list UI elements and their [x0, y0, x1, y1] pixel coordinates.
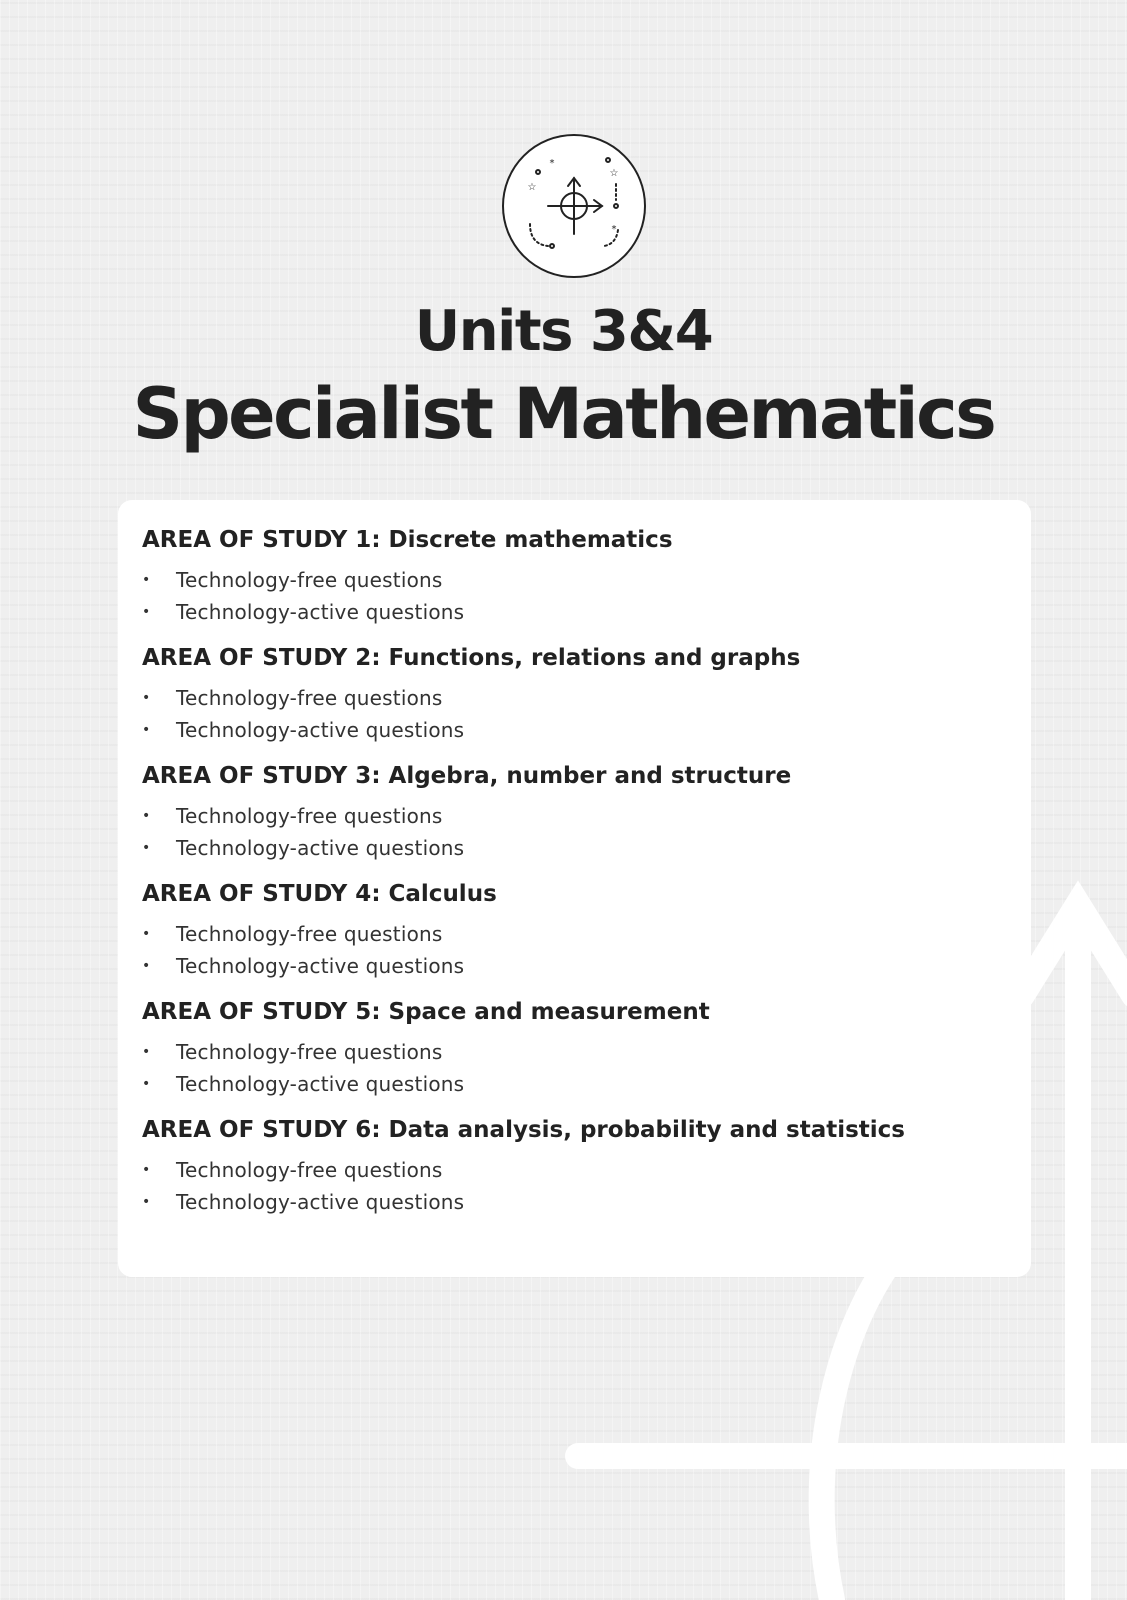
bullet-icon: •	[142, 958, 151, 974]
list-item-label: Technology-active questions	[176, 1190, 465, 1214]
list-item	[142, 1068, 1007, 1100]
bullet-icon: •	[142, 1044, 151, 1060]
bullet-icon: •	[142, 1194, 151, 1210]
area-heading: AREA OF STUDY 5: Space and measurement	[142, 999, 710, 1025]
area-of-study-1	[142, 520, 1007, 628]
bullet-icon: •	[142, 722, 151, 738]
list-item	[142, 832, 1007, 864]
areas-of-study-card	[118, 500, 1031, 1277]
list-item-label: Technology-active questions	[176, 954, 465, 978]
list-item-label: Technology-free questions	[176, 686, 443, 710]
area-heading: AREA OF STUDY 6: Data analysis, probability and statistics	[142, 1117, 905, 1143]
bullet-icon: •	[142, 1162, 151, 1178]
area-of-study-6	[142, 1110, 1007, 1218]
area-heading: AREA OF STUDY 2: Functions, relations and graphs	[142, 645, 801, 671]
list-item	[142, 682, 1007, 714]
subject-title: Specialist Mathematics	[132, 373, 995, 455]
area-of-study-2	[142, 638, 1007, 746]
bullet-icon: •	[142, 572, 151, 588]
bullet-icon: •	[142, 808, 151, 824]
list-item-label: Technology-free questions	[176, 922, 443, 946]
area-of-study-5	[142, 992, 1007, 1100]
svg-text:*: *	[549, 158, 555, 169]
title-block	[0, 296, 1127, 460]
list-item-label: Technology-active questions	[176, 1072, 465, 1096]
area-heading: AREA OF STUDY 3: Algebra, number and structure	[142, 763, 792, 789]
list-item	[142, 1186, 1007, 1218]
list-item	[142, 800, 1007, 832]
list-item-label: Technology-active questions	[176, 836, 465, 860]
crosshair-compass-icon	[504, 136, 644, 276]
list-item-label: Technology-active questions	[176, 718, 465, 742]
question-list	[142, 1036, 1007, 1100]
area-of-study-4	[142, 874, 1007, 982]
question-list	[142, 800, 1007, 864]
question-list	[142, 1154, 1007, 1218]
list-item	[142, 714, 1007, 746]
list-item	[142, 596, 1007, 628]
list-item-label: Technology-free questions	[176, 1158, 443, 1182]
bullet-icon: •	[142, 926, 151, 942]
area-heading: AREA OF STUDY 1: Discrete mathematics	[142, 527, 673, 553]
svg-text:*: *	[611, 224, 617, 235]
area-heading: AREA OF STUDY 4: Calculus	[142, 881, 497, 907]
list-item-label: Technology-free questions	[176, 568, 443, 592]
bullet-icon: •	[142, 604, 151, 620]
bullet-icon: •	[142, 840, 151, 856]
question-list	[142, 682, 1007, 746]
svg-text:☆: ☆	[527, 182, 537, 193]
list-item	[142, 564, 1007, 596]
bullet-icon: •	[142, 1076, 151, 1092]
svg-text:☆: ☆	[609, 168, 619, 179]
logo-badge	[502, 134, 646, 278]
list-item	[142, 1036, 1007, 1068]
question-list	[142, 564, 1007, 628]
units-title: Units 3&4	[414, 299, 713, 364]
list-item-label: Technology-active questions	[176, 600, 465, 624]
question-list	[142, 918, 1007, 982]
list-item	[142, 1154, 1007, 1186]
list-item-label: Technology-free questions	[176, 804, 443, 828]
bullet-icon: •	[142, 690, 151, 706]
area-of-study-3	[142, 756, 1007, 864]
list-item	[142, 950, 1007, 982]
list-item-label: Technology-free questions	[176, 1040, 443, 1064]
list-item	[142, 918, 1007, 950]
